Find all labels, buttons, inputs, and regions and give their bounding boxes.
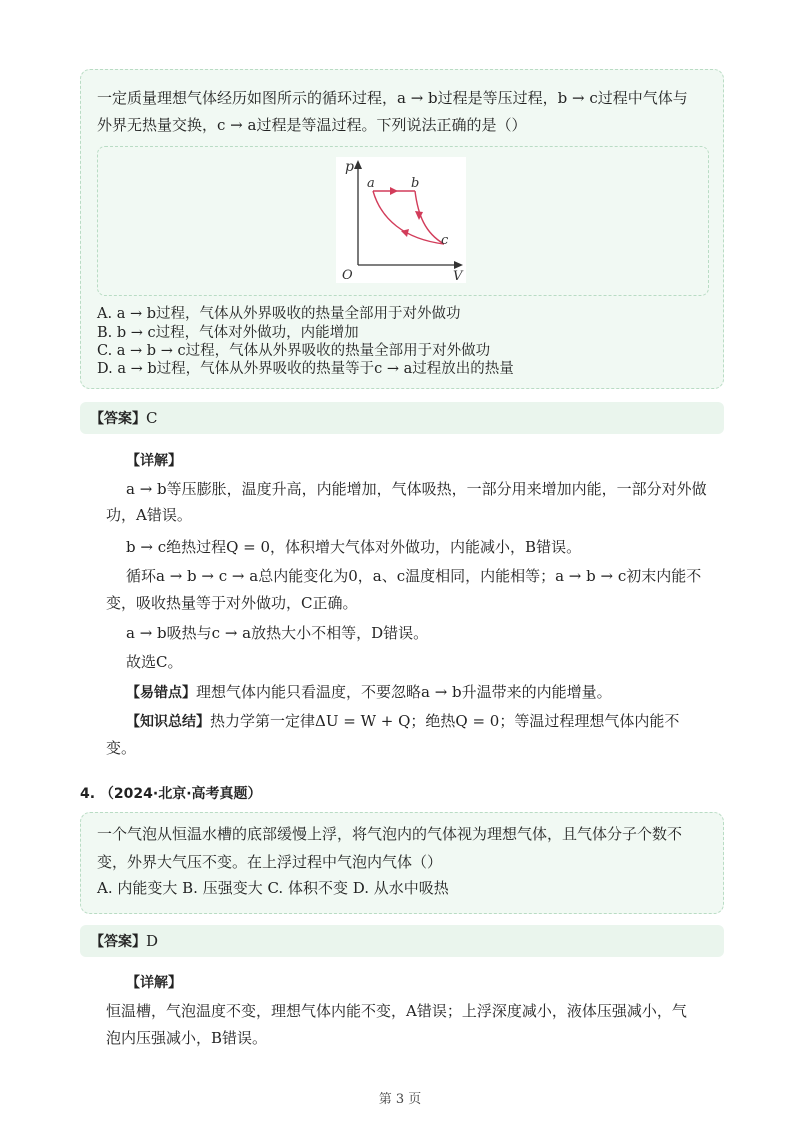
option-b: B. b → c过程，气体对外做功，内能增加 [97,325,359,341]
easy-mistake-text: 理想气体内能只看温度，不要忽略a → b升温带来的内能增量。 [196,683,612,701]
p-label: p [345,159,354,175]
answer-bar-q3 [80,402,724,434]
easy-mistake-label: 【易错点】 [126,685,196,701]
explain-label-q4: 【详解】 [126,975,182,991]
answer-value: D [146,932,159,950]
summary [126,709,679,734]
easy-mistake [126,680,612,705]
page-number: 第 3 页 [378,1092,422,1107]
point-c-label: c [441,233,449,248]
origin-label: O [342,268,353,283]
explain-line: 变，吸收热量等于对外做功，C正确。 [106,594,358,612]
question-3-stem-line-2: 外界无热量交换，c → a过程是等温过程。下列说法正确的是（） [97,116,527,134]
question-4-stem-line-1: 一个气泡从恒温水槽的底部缓慢上浮，将气泡内的气体视为理想气体，且气体分子个数不 [97,825,683,843]
option-d: D. a → b过程，气体从外界吸收的热量等于c → a过程放出的热量 [97,361,514,377]
point-a-label: a [367,176,375,191]
explain-line: a → b等压膨胀，温度升高，内能增加，气体吸热，一部分用来增加内能，一部分对外做 [126,480,707,498]
answer-label: 【答案】 [90,411,146,427]
summary-text: 热力学第一定律ΔU = W + Q；绝热Q = 0；等温过程理想气体内能不 [210,712,680,730]
pv-diagram [98,147,710,297]
explain-line: a → b吸热与c → a放热大小不相等，D错误。 [126,624,429,642]
figure-frame [97,146,709,296]
question-3-card [80,69,724,389]
summary-label: 【知识总结】 [126,714,210,730]
question-4-heading: 4. （2024·北京·高考真题） [80,786,262,802]
explain-line: 泡内压强减小，B错误。 [106,1029,268,1047]
question-4-card [80,812,724,914]
v-label: V [453,269,463,284]
point-b-label: b [411,176,420,191]
explain-line: 功，A错误。 [106,506,192,524]
answer-value: C [146,409,158,427]
answer-label: 【答案】 [90,934,146,950]
option-c: C. a → b → c过程，气体从外界吸收的热量全部用于对外做功 [97,343,491,359]
explain-line: 恒温槽，气泡温度不变，理想气体内能不变，A错误；上浮深度减小，液体压强减小，气 [106,1002,687,1020]
explain-line: b → c绝热过程Q = 0，体积增大气体对外做功，内能减小，B错误。 [126,538,582,556]
question-4-options: A. 内能变大 B. 压强变大 C. 体积不变 D. 从水中吸热 [97,879,449,897]
explain-line: 故选C。 [126,653,183,671]
explain-label-q3: 【详解】 [126,453,182,469]
question-3-stem-line-1: 一定质量理想气体经历如图所示的循环过程，a → b过程是等压过程，b → c过程中气体与 [97,89,688,107]
explain-line: 循环a → b → c → a总内能变化为0，a、c温度相同，内能相等；a → b → c初末内能不 [126,567,702,585]
question-4-stem-line-2: 变，外界大气压不变。在上浮过程中气泡内气体（） [97,853,443,871]
option-a: A. a → b过程，气体从外界吸收的热量全部用于对外做功 [97,306,461,322]
summary-line-2: 变。 [106,739,137,757]
answer-bar-q4 [80,925,724,957]
